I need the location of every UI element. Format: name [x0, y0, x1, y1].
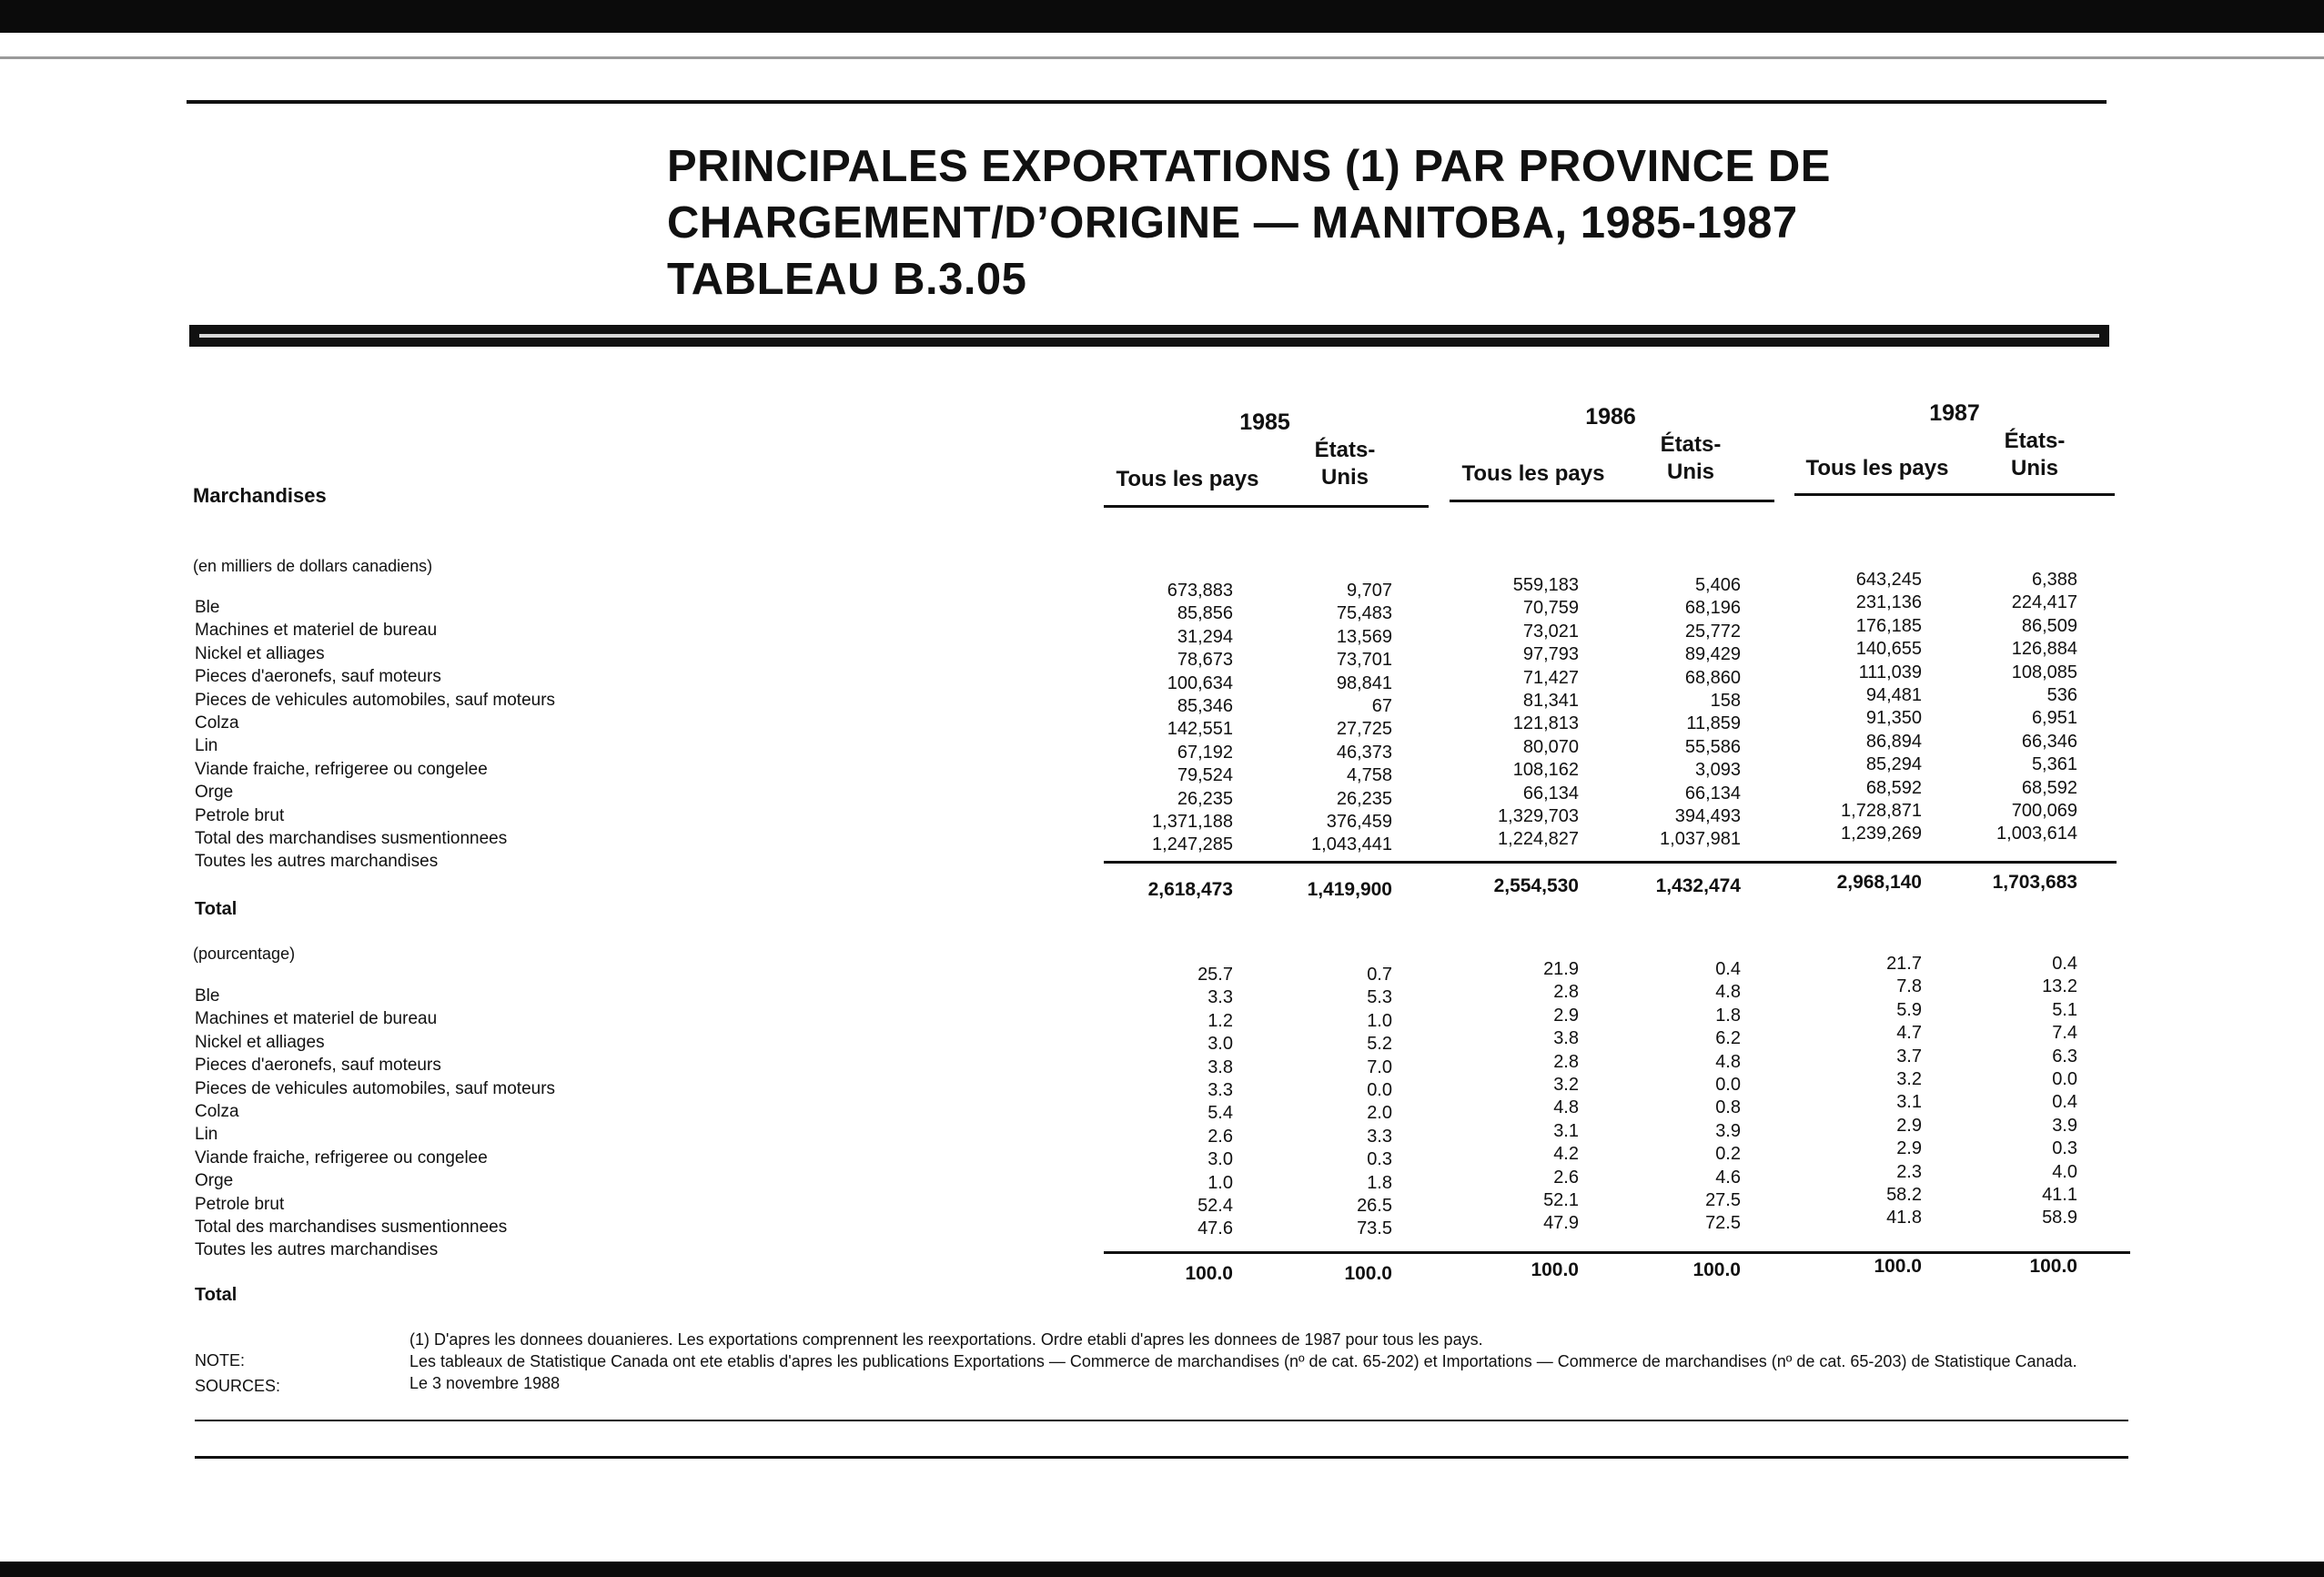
- value-column: [1923, 569, 2077, 846]
- table-cell: 3.3: [1367, 1126, 1392, 1147]
- table-cell: 7.8: [1896, 976, 1922, 997]
- total-cell: 2,618,473: [1147, 879, 1233, 900]
- percent-total-rule: [1104, 1251, 2130, 1254]
- table-cell: 5,361: [2031, 754, 2077, 775]
- total-cell: 1,432,474: [1655, 875, 1741, 896]
- table-cell: 25.7: [1197, 965, 1233, 985]
- table-cell: 1.8: [1367, 1172, 1392, 1193]
- table-cell: 2.9: [1553, 1005, 1579, 1026]
- row-label: Lin: [195, 1125, 218, 1145]
- col-all-1986: Tous les pays: [1461, 461, 1605, 486]
- table-cell: 158: [1710, 691, 1741, 712]
- values-total-rule: [1104, 861, 2117, 864]
- date-text: Le 3 novembre 1988: [409, 1374, 561, 1392]
- row-label: Pieces d'aeronefs, sauf moteurs: [195, 667, 441, 687]
- table-cell: 47.6: [1197, 1218, 1233, 1239]
- row-label: Lin: [195, 736, 218, 756]
- table-cell: 5.2: [1367, 1034, 1392, 1055]
- table-cell: 0.4: [2052, 954, 2077, 974]
- table-cell: 3.7: [1896, 1046, 1922, 1066]
- table-cell: 3,093: [1694, 760, 1741, 781]
- total-cell: 2,968,140: [1836, 872, 1922, 893]
- table-cell: 3.0: [1207, 1149, 1233, 1170]
- value-column: [1586, 574, 1741, 852]
- table-cell: 2.0: [1367, 1103, 1392, 1124]
- table-cell: 394,493: [1674, 806, 1741, 827]
- row-label: Orge: [195, 1171, 234, 1191]
- year-1986: 1986: [1585, 404, 1636, 430]
- section-label-percent: (pourcentage): [193, 945, 296, 963]
- table-cell: 1,247,285: [1152, 834, 1233, 855]
- table-cell: 1,239,269: [1841, 824, 1922, 844]
- header-underline-1987: [1794, 493, 2115, 496]
- col-us-1987: États-Unis: [2004, 429, 2066, 480]
- table-cell: 4.8: [1715, 982, 1741, 1003]
- table-cell: 4.6: [1715, 1167, 1741, 1188]
- table-cell: 1.8: [1715, 1005, 1741, 1026]
- table-cell: 0.4: [1715, 959, 1741, 979]
- table-cell: 66,346: [2021, 731, 2077, 752]
- table-cell: 80,070: [1522, 736, 1579, 757]
- table-cell: 1.0: [1367, 1010, 1392, 1031]
- table-cell: 68,196: [1684, 598, 1741, 619]
- table-cell: 58.9: [2042, 1208, 2077, 1228]
- table-cell: 673,883: [1167, 581, 1233, 601]
- table-cell: 0.7: [1367, 965, 1392, 985]
- title-line-2: CHARGEMENT/D’ORIGINE — MANITOBA, 1985-1987: [667, 198, 1798, 248]
- table-cell: 21.7: [1886, 954, 1922, 974]
- table-cell: 13.2: [2042, 976, 2077, 997]
- title-line-1: PRINCIPALES EXPORTATIONS (1) PAR PROVINCE DE: [667, 142, 1831, 191]
- percent-row-labels: [195, 985, 555, 1262]
- total-cell: 2,554,530: [1493, 875, 1579, 896]
- table-cell: 176,185: [1855, 615, 1922, 636]
- table-cell: 26,235: [1336, 788, 1392, 809]
- table-cell: 6.3: [2052, 1046, 2077, 1066]
- table-cell: 121,813: [1512, 713, 1579, 734]
- row-label: Pieces de vehicules automobiles, sauf moteurs: [195, 690, 556, 710]
- table-cell: 142,551: [1167, 719, 1233, 740]
- col-us-1986: États-Unis: [1660, 432, 1722, 484]
- table-cell: 5.1: [2052, 999, 2077, 1020]
- table-cell: 86,894: [1865, 731, 1922, 752]
- table-cell: 85,856: [1177, 603, 1233, 624]
- table-cell: 4.8: [1715, 1051, 1741, 1072]
- total-cell: 100.0: [2029, 1256, 2077, 1277]
- table-cell: 3.9: [1715, 1120, 1741, 1141]
- table-cell: 6.2: [1715, 1028, 1741, 1049]
- table-cell: 47.9: [1543, 1213, 1579, 1234]
- row-label: Ble: [195, 986, 220, 1006]
- table-cell: 2.9: [1896, 1138, 1922, 1159]
- total-cell: 100.0: [1185, 1263, 1233, 1284]
- table-cell: 4.8: [1553, 1097, 1579, 1118]
- table-cell: 376,459: [1326, 812, 1392, 833]
- table-cell: 108,085: [2011, 662, 2077, 682]
- value-column: [1424, 958, 1579, 1236]
- table-cell: 3.8: [1553, 1028, 1579, 1049]
- table-cell: 89,429: [1684, 644, 1741, 665]
- table-cell: 66,134: [1522, 783, 1579, 804]
- table-cell: 78,673: [1177, 650, 1233, 671]
- table-cell: 3.2: [1896, 1069, 1922, 1090]
- table-cell: 0.8: [1715, 1097, 1741, 1118]
- table-cell: 55,586: [1684, 736, 1741, 757]
- table-cell: 81,341: [1522, 691, 1579, 712]
- scan-artifact-line: [0, 56, 2324, 59]
- table-cell: 1,043,441: [1311, 834, 1392, 855]
- table-cell: 140,655: [1855, 639, 1922, 660]
- table-cell: 3.8: [1207, 1056, 1233, 1077]
- table-cell: 1,037,981: [1660, 829, 1741, 850]
- table-cell: 67: [1371, 696, 1392, 717]
- table-cell: 85,294: [1865, 754, 1922, 775]
- row-label: Machines et materiel de bureau: [195, 1009, 438, 1029]
- table-cell: 73.5: [1357, 1218, 1392, 1239]
- header-thick-bar: [189, 325, 2109, 347]
- table-cell: 67,192: [1177, 742, 1233, 763]
- value-column: [1424, 574, 1579, 852]
- row-label: Toutes les autres marchandises: [195, 1240, 439, 1260]
- table-cell: 9,707: [1346, 581, 1392, 601]
- table-cell: 3.3: [1207, 987, 1233, 1008]
- table-cell: 3.1: [1553, 1120, 1579, 1141]
- row-label: Orge: [195, 783, 234, 803]
- table-cell: 111,039: [1858, 662, 1922, 682]
- total-cell: 100.0: [1344, 1263, 1392, 1284]
- notes-bottom-rule: [195, 1456, 2128, 1459]
- table-cell: 1,003,614: [1996, 824, 2077, 844]
- year-1987: 1987: [1929, 400, 1980, 426]
- row-label: Pieces d'aeronefs, sauf moteurs: [195, 1056, 441, 1076]
- total-cell: 1,703,683: [1992, 872, 2077, 893]
- table-cell: 559,183: [1512, 575, 1579, 595]
- total-cell: 100.0: [1874, 1256, 1922, 1277]
- values-row-labels: [195, 596, 555, 874]
- table-cell: 52.4: [1197, 1196, 1233, 1217]
- header-underline-1986: [1450, 500, 1774, 502]
- note-label: NOTE:: [195, 1351, 246, 1370]
- table-cell: 0.0: [1367, 1080, 1392, 1101]
- row-label: Colza: [195, 1102, 239, 1122]
- table-cell: 2.9: [1896, 1115, 1922, 1136]
- table-cell: 26.5: [1357, 1196, 1392, 1217]
- table-cell: 3.2: [1553, 1075, 1579, 1096]
- table-cell: 27.5: [1705, 1190, 1741, 1211]
- table-cell: 98,841: [1336, 672, 1392, 693]
- table-cell: 5.4: [1207, 1103, 1233, 1124]
- row-label: Total des marchandises susmentionnees: [195, 1218, 508, 1238]
- row-label: Petrole brut: [195, 805, 285, 825]
- percent-total-label: Total: [195, 1285, 237, 1305]
- table-cell: 224,417: [2011, 592, 2077, 613]
- table-cell: 4,758: [1346, 765, 1392, 786]
- table-cell: 66,134: [1684, 783, 1741, 804]
- table-cell: 41.1: [2042, 1185, 2077, 1206]
- table-cell: 5.3: [1367, 987, 1392, 1008]
- table-cell: 126,884: [2011, 639, 2077, 660]
- title-line-3: TABLEAU B.3.05: [667, 255, 1027, 304]
- total-cell: 100.0: [1692, 1259, 1741, 1280]
- row-label: Toutes les autres marchandises: [195, 852, 439, 872]
- table-cell: 27,725: [1336, 719, 1392, 740]
- table-cell: 7.4: [2052, 1023, 2077, 1044]
- col-all-1987: Tous les pays: [1805, 456, 1949, 480]
- year-1985: 1985: [1239, 409, 1290, 435]
- table-cell: 11,859: [1686, 713, 1741, 734]
- table-cell: 31,294: [1177, 626, 1233, 647]
- note-text: (1) D'apres les donnees douanieres. Les exportations comprennent les reexportations. Ordre etabli d'apres les donnees de 1987 pour tous les pays.: [409, 1330, 1483, 1349]
- row-label: Pieces de vehicules automobiles, sauf moteurs: [195, 1078, 556, 1098]
- scan-top-border: [0, 0, 2324, 33]
- table-cell: 1,371,188: [1152, 812, 1233, 833]
- table-cell: 68,592: [2021, 777, 2077, 798]
- table-cell: 94,481: [1865, 685, 1922, 706]
- table-cell: 1,329,703: [1498, 806, 1579, 827]
- table-cell: 75,483: [1336, 603, 1392, 624]
- row-header-label: Marchandises: [193, 484, 327, 507]
- table-cell: 3.9: [2052, 1115, 2077, 1136]
- table-cell: 2.6: [1553, 1167, 1579, 1188]
- table-cell: 85,346: [1177, 696, 1233, 717]
- table-cell: 2.3: [1896, 1161, 1922, 1182]
- table-cell: 52.1: [1543, 1190, 1579, 1211]
- table-cell: 7.0: [1367, 1056, 1392, 1077]
- table-cell: 0.3: [1367, 1149, 1392, 1170]
- table-cell: 2.8: [1553, 1051, 1579, 1072]
- table-cell: 0.0: [2052, 1069, 2077, 1090]
- table-cell: 13,569: [1336, 626, 1392, 647]
- table-cell: 25,772: [1684, 621, 1741, 642]
- table-cell: 41.8: [1886, 1208, 1922, 1228]
- header-underline-1985: [1104, 505, 1429, 508]
- row-label: Viande fraiche, refrigeree ou congelee: [195, 1147, 488, 1168]
- table-cell: 3.3: [1207, 1080, 1233, 1101]
- section-label-values: (en milliers de dollars canadiens): [193, 557, 433, 575]
- value-column: [1767, 569, 1922, 846]
- table-cell: 58.2: [1886, 1185, 1922, 1206]
- row-label: Nickel et alliages: [195, 643, 325, 663]
- row-label: Colza: [195, 713, 239, 733]
- table-cell: 0.3: [2052, 1138, 2077, 1159]
- table-cell: 91,350: [1865, 708, 1922, 729]
- table-cell: 1.0: [1207, 1172, 1233, 1193]
- table-cell: 70,759: [1522, 598, 1579, 619]
- values-total-label: Total: [195, 899, 237, 919]
- table-cell: 73,701: [1336, 650, 1392, 671]
- row-label: Nickel et alliages: [195, 1032, 325, 1052]
- table-cell: 21.9: [1543, 959, 1579, 979]
- row-label: Petrole brut: [195, 1194, 285, 1214]
- table-cell: 4.2: [1553, 1144, 1579, 1165]
- table-cell: 2.6: [1207, 1126, 1233, 1147]
- table-cell: 100,634: [1167, 672, 1233, 693]
- notes-body: [409, 1329, 2138, 1394]
- table-cell: 3.0: [1207, 1034, 1233, 1055]
- table-cell: 71,427: [1522, 667, 1579, 688]
- notes-top-rule: [195, 1420, 2128, 1421]
- table-cell: 5.9: [1896, 999, 1922, 1020]
- value-column: [1767, 953, 1922, 1230]
- table-cell: 68,592: [1865, 777, 1922, 798]
- sources-label: SOURCES:: [195, 1377, 281, 1395]
- value-column: [1078, 964, 1233, 1241]
- table-cell: 79,524: [1177, 765, 1233, 786]
- scan-bottom-border: [0, 1562, 2324, 1577]
- sources-text: Les tableaux de Statistique Canada ont ete etablis d'apres les publications Exportations — Commerce de marchandises (nº de cat. 65-202) et Importations — Commerce de marchandises (nº de cat. 65-203) de Statistique Canada.: [409, 1352, 2077, 1370]
- table-cell: 2.8: [1553, 982, 1579, 1003]
- table-cell: 0.4: [2052, 1092, 2077, 1113]
- table-cell: 0.0: [1715, 1075, 1741, 1096]
- row-label: Viande fraiche, refrigeree ou congelee: [195, 759, 488, 779]
- table-cell: 97,793: [1522, 644, 1579, 665]
- value-column: [1238, 580, 1392, 857]
- table-cell: 1,728,871: [1841, 801, 1922, 822]
- table-cell: 700,069: [2011, 801, 2077, 822]
- value-column: [1078, 580, 1233, 857]
- table-cell: 1.2: [1207, 1010, 1233, 1031]
- table-cell: 536: [2046, 685, 2077, 706]
- table-cell: 3.1: [1896, 1092, 1922, 1113]
- table-cell: 6,388: [2031, 570, 2077, 590]
- table-cell: 6,951: [2031, 708, 2077, 729]
- table-cell: 68,860: [1684, 667, 1741, 688]
- value-column: [1923, 953, 2077, 1230]
- table-cell: 4.0: [2052, 1161, 2077, 1182]
- table-cell: 643,245: [1855, 570, 1922, 590]
- table-cell: 86,509: [2021, 615, 2077, 636]
- row-label: Ble: [195, 598, 220, 617]
- row-label: Machines et materiel de bureau: [195, 621, 438, 641]
- total-cell: 1,419,900: [1307, 879, 1392, 900]
- table-cell: 72.5: [1705, 1213, 1741, 1234]
- value-column: [1238, 964, 1392, 1241]
- value-column: [1586, 958, 1741, 1236]
- table-cell: 4.7: [1896, 1023, 1922, 1044]
- table-cell: 0.2: [1715, 1144, 1741, 1165]
- table-cell: 1,224,827: [1498, 829, 1579, 850]
- total-cell: 100.0: [1531, 1259, 1579, 1280]
- table-cell: 5,406: [1694, 575, 1741, 595]
- page-title: [667, 138, 1831, 308]
- top-rule: [187, 100, 2107, 104]
- table-cell: 108,162: [1512, 760, 1579, 781]
- row-label: Total des marchandises susmentionnees: [195, 829, 508, 849]
- table-cell: 231,136: [1855, 592, 1922, 613]
- table-cell: 73,021: [1522, 621, 1579, 642]
- table-cell: 26,235: [1177, 788, 1233, 809]
- col-us-1985: États-Unis: [1314, 438, 1376, 490]
- table-cell: 46,373: [1336, 742, 1392, 763]
- col-all-1985: Tous les pays: [1116, 467, 1259, 491]
